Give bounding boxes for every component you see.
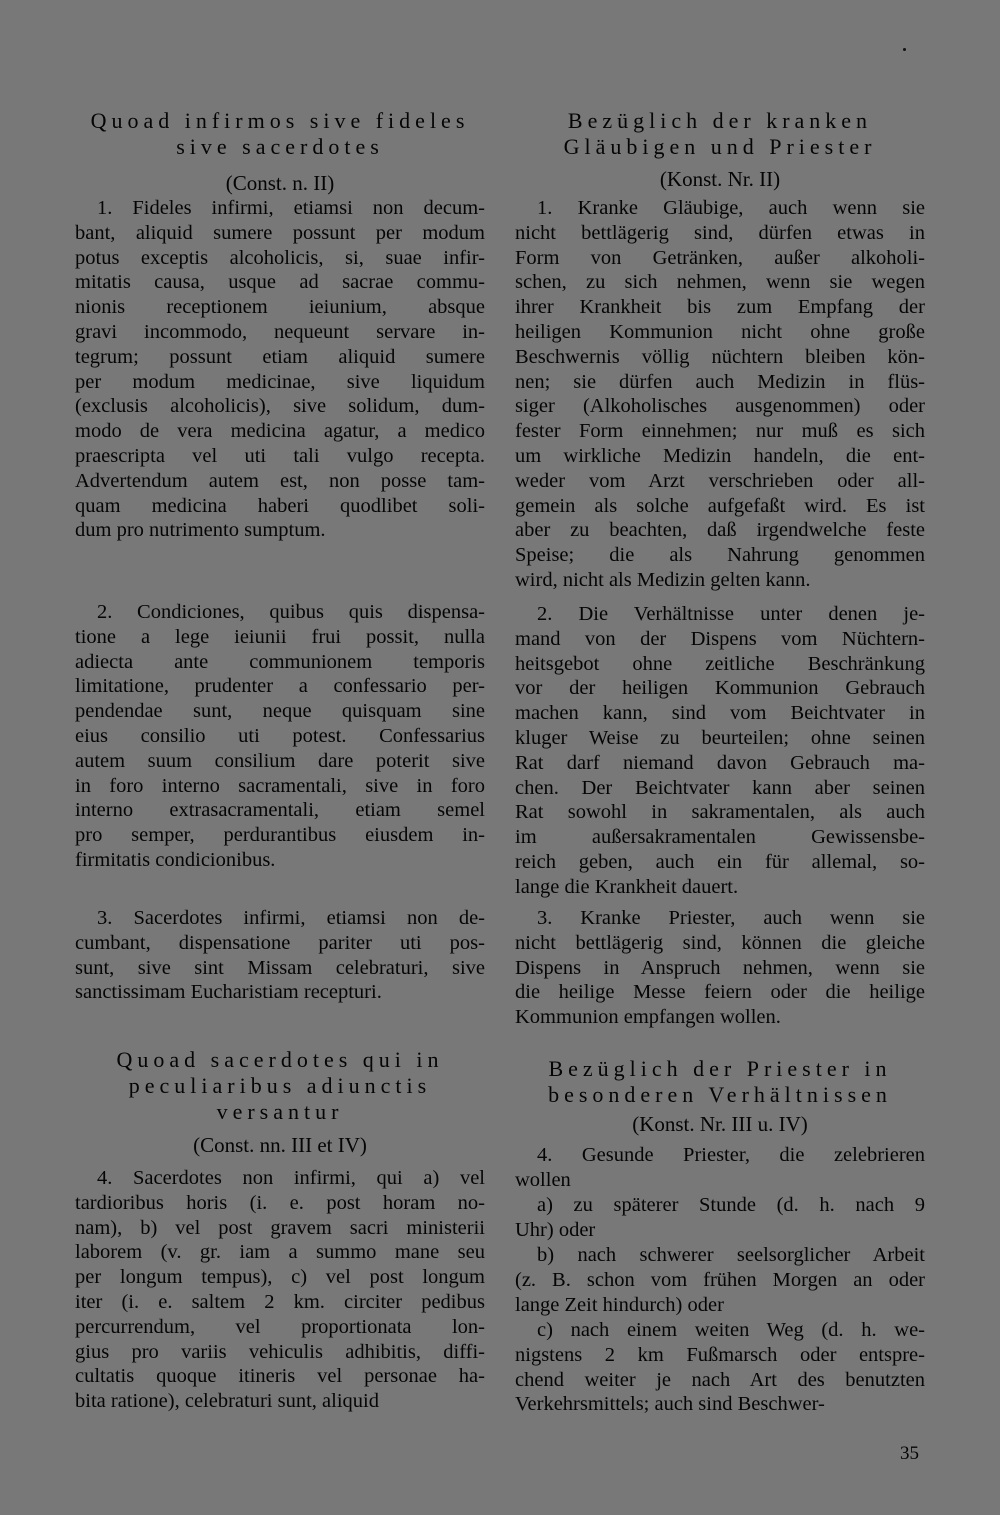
text-line: (z. B. schon vom frühen Morgen an oder (515, 1268, 925, 1291)
text-line: tardioribus horis (i. e. post horam no- (75, 1191, 485, 1214)
text-line: in foro interno sacramentali, sive in foro (75, 774, 485, 797)
heading-line: Bezüglich der kranken (567, 108, 873, 133)
left-paragraph-2 (75, 600, 485, 873)
text-line: weder vom Arzt verschrieben oder all- (515, 469, 925, 492)
left-paragraph-3 (75, 906, 485, 1005)
text-line: percurrendum, vel proportionata lon- (75, 1315, 485, 1338)
right-const-1: (Konst. Nr. II) (659, 167, 781, 191)
text-line: chend weiter je nach Art des benutzten (515, 1368, 925, 1391)
text-line: sanctissimam Eucharistiam recepturi. (75, 981, 382, 1004)
text-line: limitatione, prudenter a confessario per- (75, 675, 485, 698)
text-line: pro semper, perdurantibus eiusdem in- (75, 824, 485, 847)
text-line: Advertendum autem est, non posse tam- (75, 469, 485, 492)
text-line: bant, aliquid sumere possunt per modum (75, 221, 485, 244)
text-line: fester Form einnehmen; nur muß es sich (515, 420, 925, 443)
heading-line: versantur (216, 1099, 344, 1124)
text-line: (exclusis alcoholicis), sive solidum, dum- (75, 395, 485, 418)
text-line: im außersakramentalen Gewissensbe- (515, 826, 925, 849)
text-line: Speise; die als Nahrung genommen (515, 544, 925, 567)
text-line: schen, zu sich nehmen, wenn sie wegen (515, 271, 925, 294)
text-line: heitsgebot ohne zeitliche Beschränkung (515, 652, 925, 675)
right-heading-1 (515, 108, 925, 160)
text-line: siger (Alkoholisches ausgenommen) oder (515, 395, 925, 418)
text-line: gravi incommodo, nequeunt servare in- (75, 320, 485, 343)
text-line: autem suum consilium dare poterit sive (75, 749, 485, 772)
text-line: laborem (v. gr. iam a summo mane seu (75, 1241, 485, 1264)
heading-line: besonderen Verhältnissen (548, 1082, 892, 1107)
right-paragraph-4a (515, 1143, 925, 1193)
right-paragraph-4b (515, 1193, 925, 1243)
text-line: b) nach schwerer seelsorglicher Arbeit (537, 1244, 925, 1266)
text-line: potus exceptis alcoholicis, si, suae infir- (75, 246, 485, 269)
text-line: vor der heiligen Kommunion Gebrauch (515, 677, 925, 700)
text-line: 3. Sacerdotes infirmi, etiamsi non de- (97, 907, 485, 929)
left-paragraph-1 (75, 196, 485, 543)
text-line: tegrum; possunt etiam aliquid sumere (75, 345, 485, 368)
text-line: wollen (515, 1168, 571, 1191)
text-line: cultatis quoque itineris vel personae ha- (75, 1365, 485, 1388)
text-line: machen kann, sind vom Beichtvater in (515, 702, 925, 725)
right-const-2: (Konst. Nr. III u. IV) (632, 1112, 808, 1136)
right-paragraph-4c (515, 1243, 925, 1317)
page-number: 35 (900, 1443, 919, 1464)
text-line: Rat sowohl in sakramentalen, als auch (515, 801, 925, 824)
text-line: 2. Condiciones, quibus quis dispensa- (97, 601, 485, 623)
text-line: um wirkliche Medizin handeln, die ent- (515, 444, 925, 467)
text-line: quam medicina haberi quodlibet soli- (75, 494, 485, 517)
text-line: 3. Kranke Priester, auch wenn sie (537, 907, 925, 929)
text-line: 2. Die Verhältnisse unter denen je- (537, 603, 925, 625)
text-line: 1. Kranke Gläubige, auch wenn sie (537, 197, 925, 219)
text-line: per longum tempus), c) vel post longum (75, 1266, 485, 1289)
text-line: dum pro nutrimento sumptum. (75, 519, 326, 542)
text-line: Uhr) oder (515, 1218, 596, 1241)
right-heading-2 (515, 1056, 925, 1108)
right-paragraph-4d (515, 1318, 925, 1417)
text-line: chen. Der Beichtvater kann aber seinen (515, 776, 925, 799)
text-line: Verkehrsmittels; auch sind Beschwer- (515, 1393, 825, 1416)
heading-line: Bezüglich der Priester in (548, 1056, 892, 1081)
text-line: lange die Krankheit dauert. (515, 875, 739, 898)
text-line: Form von Getränken, außer alkoholi- (515, 246, 925, 269)
left-heading-2 (75, 1047, 485, 1125)
text-line: praescripta vel uti tali vulgo recepta. (75, 444, 485, 467)
text-line: 1. Fideles infirmi, etiamsi non decum- (97, 197, 485, 219)
text-line: die heilige Messe feiern oder die heilige (515, 981, 925, 1004)
heading-line: peculiaribus adiunctis (128, 1073, 432, 1098)
right-paragraph-3 (515, 906, 925, 1030)
right-paragraph-2 (515, 602, 925, 900)
text-line: iter (i. e. saltem 2 km. circiter pedibus (75, 1290, 485, 1313)
text-line: interno extrasacramentali, etiam semel (75, 799, 485, 822)
text-line: heiligen Kommunion nicht ohne große (515, 320, 925, 343)
text-line: pendendae sunt, neque quisquam sine (75, 700, 485, 723)
text-line: Kommunion empfangen wollen. (515, 1006, 781, 1029)
heading-line: sive sacerdotes (176, 134, 384, 159)
text-line: nicht bettlägerig sind, können die gleiche (515, 931, 925, 954)
text-line: 4. Sacerdotes non infirmi, qui a) vel (97, 1167, 485, 1189)
text-line: firmitatis condicionibus. (75, 848, 276, 871)
text-line: wird, nicht als Medizin gelten kann. (515, 568, 811, 591)
text-line: gius pro variis vehiculis adhibitis, diffi- (75, 1340, 485, 1363)
left-const-1: (Const. n. II) (225, 171, 335, 195)
text-line: Dispens in Anspruch nehmen, wenn sie (515, 956, 925, 979)
heading-line: Quoad infirmos sive fideles (90, 108, 470, 133)
text-line: tione a lege ieiunii frui possit, nulla (75, 625, 485, 648)
text-line: Rat darf niemand davon Gebrauch ma- (515, 751, 925, 774)
text-line: adiecta ante communionem temporis (75, 650, 485, 673)
text-line: Beschwernis völlig nüchtern bleiben kön- (515, 345, 925, 368)
heading-line: Gläubigen und Priester (563, 134, 877, 159)
text-line: lange Zeit hindurch) oder (515, 1293, 724, 1316)
text-line: mitatis causa, usque ad sacrae commu- (75, 271, 485, 294)
text-line: eius consilio uti potest. Confessarius (75, 724, 485, 747)
speck (903, 48, 906, 51)
left-paragraph-4 (75, 1166, 485, 1414)
text-line: nicht bettlägerig sind, dürfen etwas in (515, 221, 925, 244)
text-line: kluger Weise zu beurteilen; ohne seinen (515, 726, 925, 749)
text-line: ihrer Krankheit bis zum Empfang der (515, 296, 925, 319)
text-line: c) nach einem weiten Weg (d. h. we- (537, 1319, 925, 1341)
text-line: nigstens 2 km Fußmarsch oder entspre- (515, 1343, 925, 1366)
text-line: a) zu späterer Stunde (d. h. nach 9 (537, 1194, 925, 1216)
text-line: aber zu beachten, daß irgendwelche feste (515, 519, 925, 542)
text-line: 4. Gesunde Priester, die zelebrieren (537, 1144, 925, 1166)
text-line: modo de vera medicina agatur, a medico (75, 420, 485, 443)
text-line: nen; sie dürfen auch Medizin in flüs- (515, 370, 925, 393)
left-const-2: (Const. nn. III et IV) (193, 1133, 367, 1157)
text-line: bita ratione), celebraturi sunt, aliquid (75, 1390, 379, 1413)
right-paragraph-1 (515, 196, 925, 593)
heading-line: Quoad sacerdotes qui in (116, 1047, 444, 1072)
text-line: gemein als solche aufgefaßt wird. Es ist (515, 494, 925, 517)
text-line: mand von der Dispens vom Nüchtern- (515, 627, 925, 650)
text-line: sunt, sive sint Missam celebraturi, sive (75, 956, 485, 979)
text-line: nam), b) vel post gravem sacri ministerii (75, 1216, 485, 1239)
text-line: per modum medicinae, sive liquidum (75, 370, 485, 393)
text-line: reich geben, auch ein für allemal, so- (515, 850, 925, 873)
text-line: nionis receptionem ieiunium, absque (75, 296, 485, 319)
left-heading-1 (75, 108, 485, 160)
text-line: cumbant, dispensatione pariter uti pos- (75, 931, 485, 954)
